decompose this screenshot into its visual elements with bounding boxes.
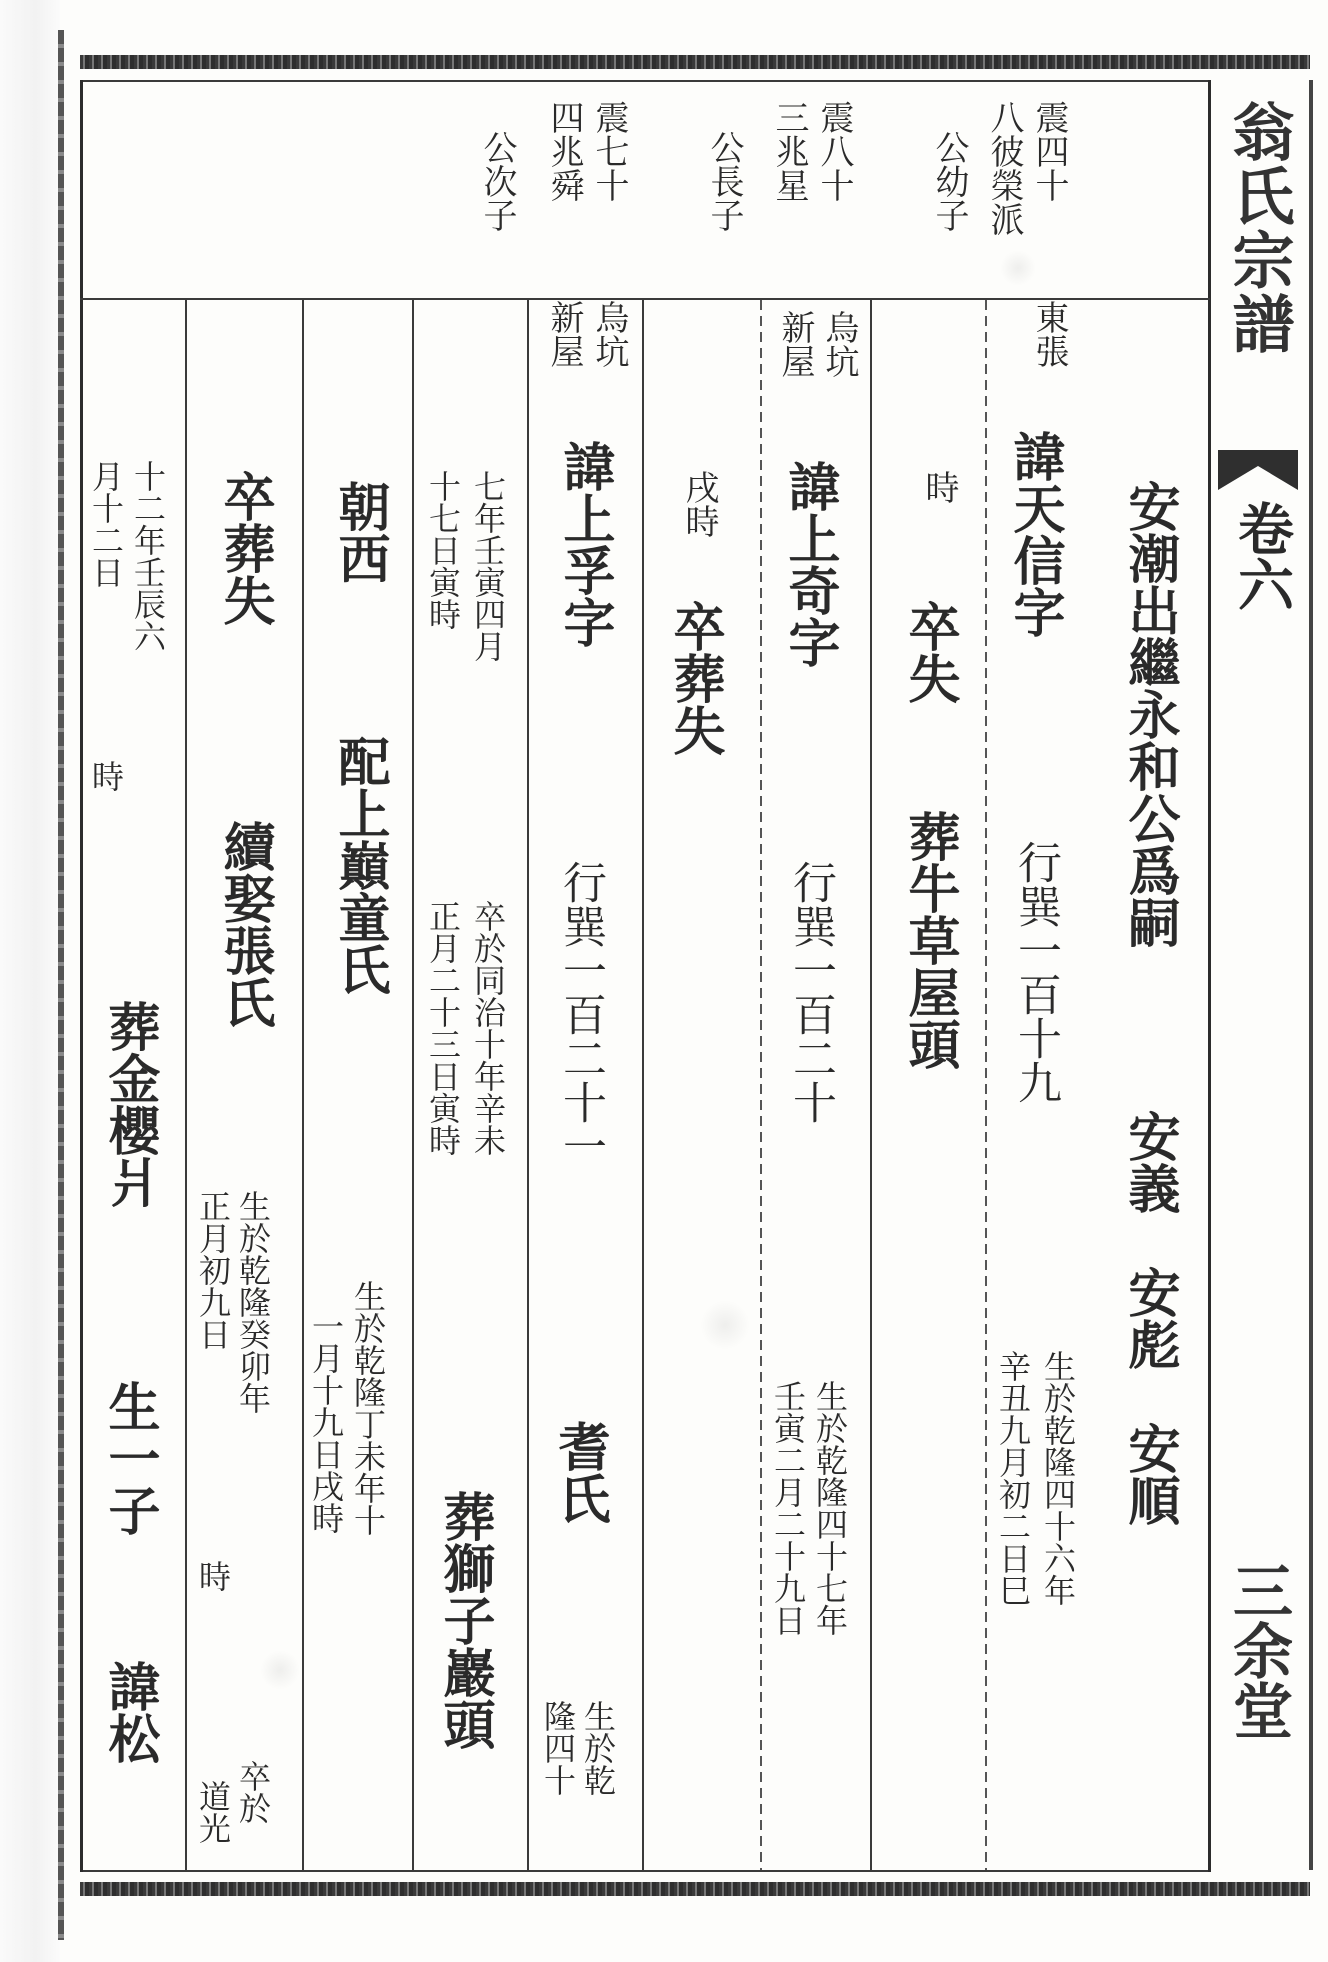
record-7-death-a: 卒於同治十年辛未 [469, 900, 507, 1156]
lineage-2-line-b: 三兆星 [769, 100, 809, 202]
record-8-facing: 朝西 [329, 480, 390, 584]
record-10-burial: 葬金櫻爿 [99, 1000, 160, 1208]
record-6-name: 諱上孚字 [554, 440, 615, 648]
column-rule [642, 300, 644, 1870]
column-rule [985, 300, 987, 1870]
lineage-1-line-c: 公幼子 [929, 130, 969, 232]
record-3-time: 時 [919, 470, 959, 504]
record-7-death-b: 正月二十三日寅時 [424, 900, 462, 1156]
column-rule [870, 300, 872, 1870]
record-6-place: 烏坑 [589, 300, 629, 368]
volume-label: 卷六 [1229, 500, 1295, 612]
record-6-birth-b: 隆四十 [539, 1700, 577, 1796]
record-9-death-b: 道光 [194, 1780, 232, 1844]
lineage-3-line-b: 四兆舜 [544, 100, 584, 202]
record-7-burial: 葬獅子巖頭 [434, 1490, 495, 1750]
record-1-name: 諱天信字 [1004, 430, 1065, 638]
lineage-2-line-c: 公長子 [704, 130, 744, 232]
record-9-death-a: 卒於 [234, 1760, 272, 1824]
paper-stain [260, 1650, 300, 1690]
record-6-birth-a: 生於乾 [579, 1700, 617, 1796]
margin-edge [1309, 80, 1313, 1870]
record-10-death-a: 十二年壬辰六 [129, 460, 167, 652]
record-10-time: 時 [87, 760, 125, 792]
record-7-birth-b: 十七日寅時 [424, 470, 462, 630]
book-title: 翁氏宗譜 [1222, 100, 1295, 356]
column-rule [527, 300, 529, 1870]
record-6-generation: 行巽一百二十一 [555, 860, 606, 1168]
record-1-birth-a: 生於乾隆四十六年 [1039, 1350, 1077, 1606]
record-9-birth-b: 正月初九日 [194, 1190, 232, 1350]
record-6-spouse: 耆氏 [549, 1420, 610, 1524]
record-4-sub-place: 新屋 [775, 310, 815, 378]
record-6-sub-place: 新屋 [544, 300, 584, 368]
record-1-generation: 行巽一百十九 [1010, 840, 1061, 1104]
record-10-son-count: 生一子 [99, 1380, 160, 1536]
column-rule [302, 300, 304, 1870]
record-4-birth-a: 生於乾隆四十七年 [811, 1380, 849, 1636]
record-10-death-b: 月十二日 [87, 460, 125, 588]
record-3-death: 卒失 [899, 600, 960, 704]
lineage-1-line-b: 八彼榮派 [984, 100, 1024, 236]
record-8-birth-a: 生於乾隆丁未年十 [349, 1280, 387, 1536]
record-7-birth-a: 七年壬寅四月 [469, 470, 507, 662]
bottom-border [80, 1882, 1310, 1896]
spine-binding-line [58, 30, 64, 1940]
record-4-name: 諱上奇字 [779, 460, 840, 668]
record-5-time: 戌時 [679, 470, 719, 538]
record-1-birth-b: 辛丑九月初二日巳 [994, 1350, 1032, 1606]
record-9-birth-a: 生於乾隆癸卯年 [234, 1190, 272, 1414]
record-4-generation: 行巽一百二十 [785, 860, 836, 1124]
record-9-death: 卒葬失 [214, 470, 275, 626]
frame-right [1208, 80, 1211, 1872]
record-5-death: 卒葬失 [664, 600, 725, 756]
top-rule [80, 80, 1210, 82]
lineage-2-line-a: 震八十 [814, 100, 854, 202]
column-rule [185, 300, 187, 1870]
record-3-burial: 葬牛草屋頭 [899, 810, 960, 1070]
column-rule [760, 300, 762, 1870]
hall-name: 三余堂 [1223, 1560, 1293, 1740]
column-rule [412, 300, 414, 1870]
book-spine [0, 0, 60, 1962]
record-4-place: 烏坑 [819, 310, 859, 378]
record-9-birth-c: 時 [194, 1560, 232, 1592]
record-8-birth-b: 一月十九日戌時 [307, 1310, 345, 1534]
record-10-son-name: 諱松 [99, 1660, 160, 1764]
record-sons-names: 安義 安彪 安順 [1119, 1110, 1180, 1526]
lineage-3-line-a: 震七十 [589, 100, 629, 202]
lineage-1-line-a: 震四十 [1029, 100, 1069, 202]
record-1-place: 東張 [1029, 300, 1069, 368]
record-4-birth-b: 壬寅二月二十九日 [769, 1380, 807, 1636]
bottom-rule [80, 1870, 1210, 1872]
paper-stain [1000, 250, 1036, 286]
lineage-3-line-c: 公次子 [477, 130, 517, 232]
record-8-wife: 配上巔童氏 [329, 735, 390, 995]
top-border [80, 55, 1310, 69]
paper-stain [700, 1300, 750, 1350]
record-heir-note: 安潮出繼永和公爲嗣 [1119, 480, 1180, 948]
record-9-second-wife: 續娶張氏 [214, 820, 275, 1028]
frame-left [80, 80, 83, 1872]
